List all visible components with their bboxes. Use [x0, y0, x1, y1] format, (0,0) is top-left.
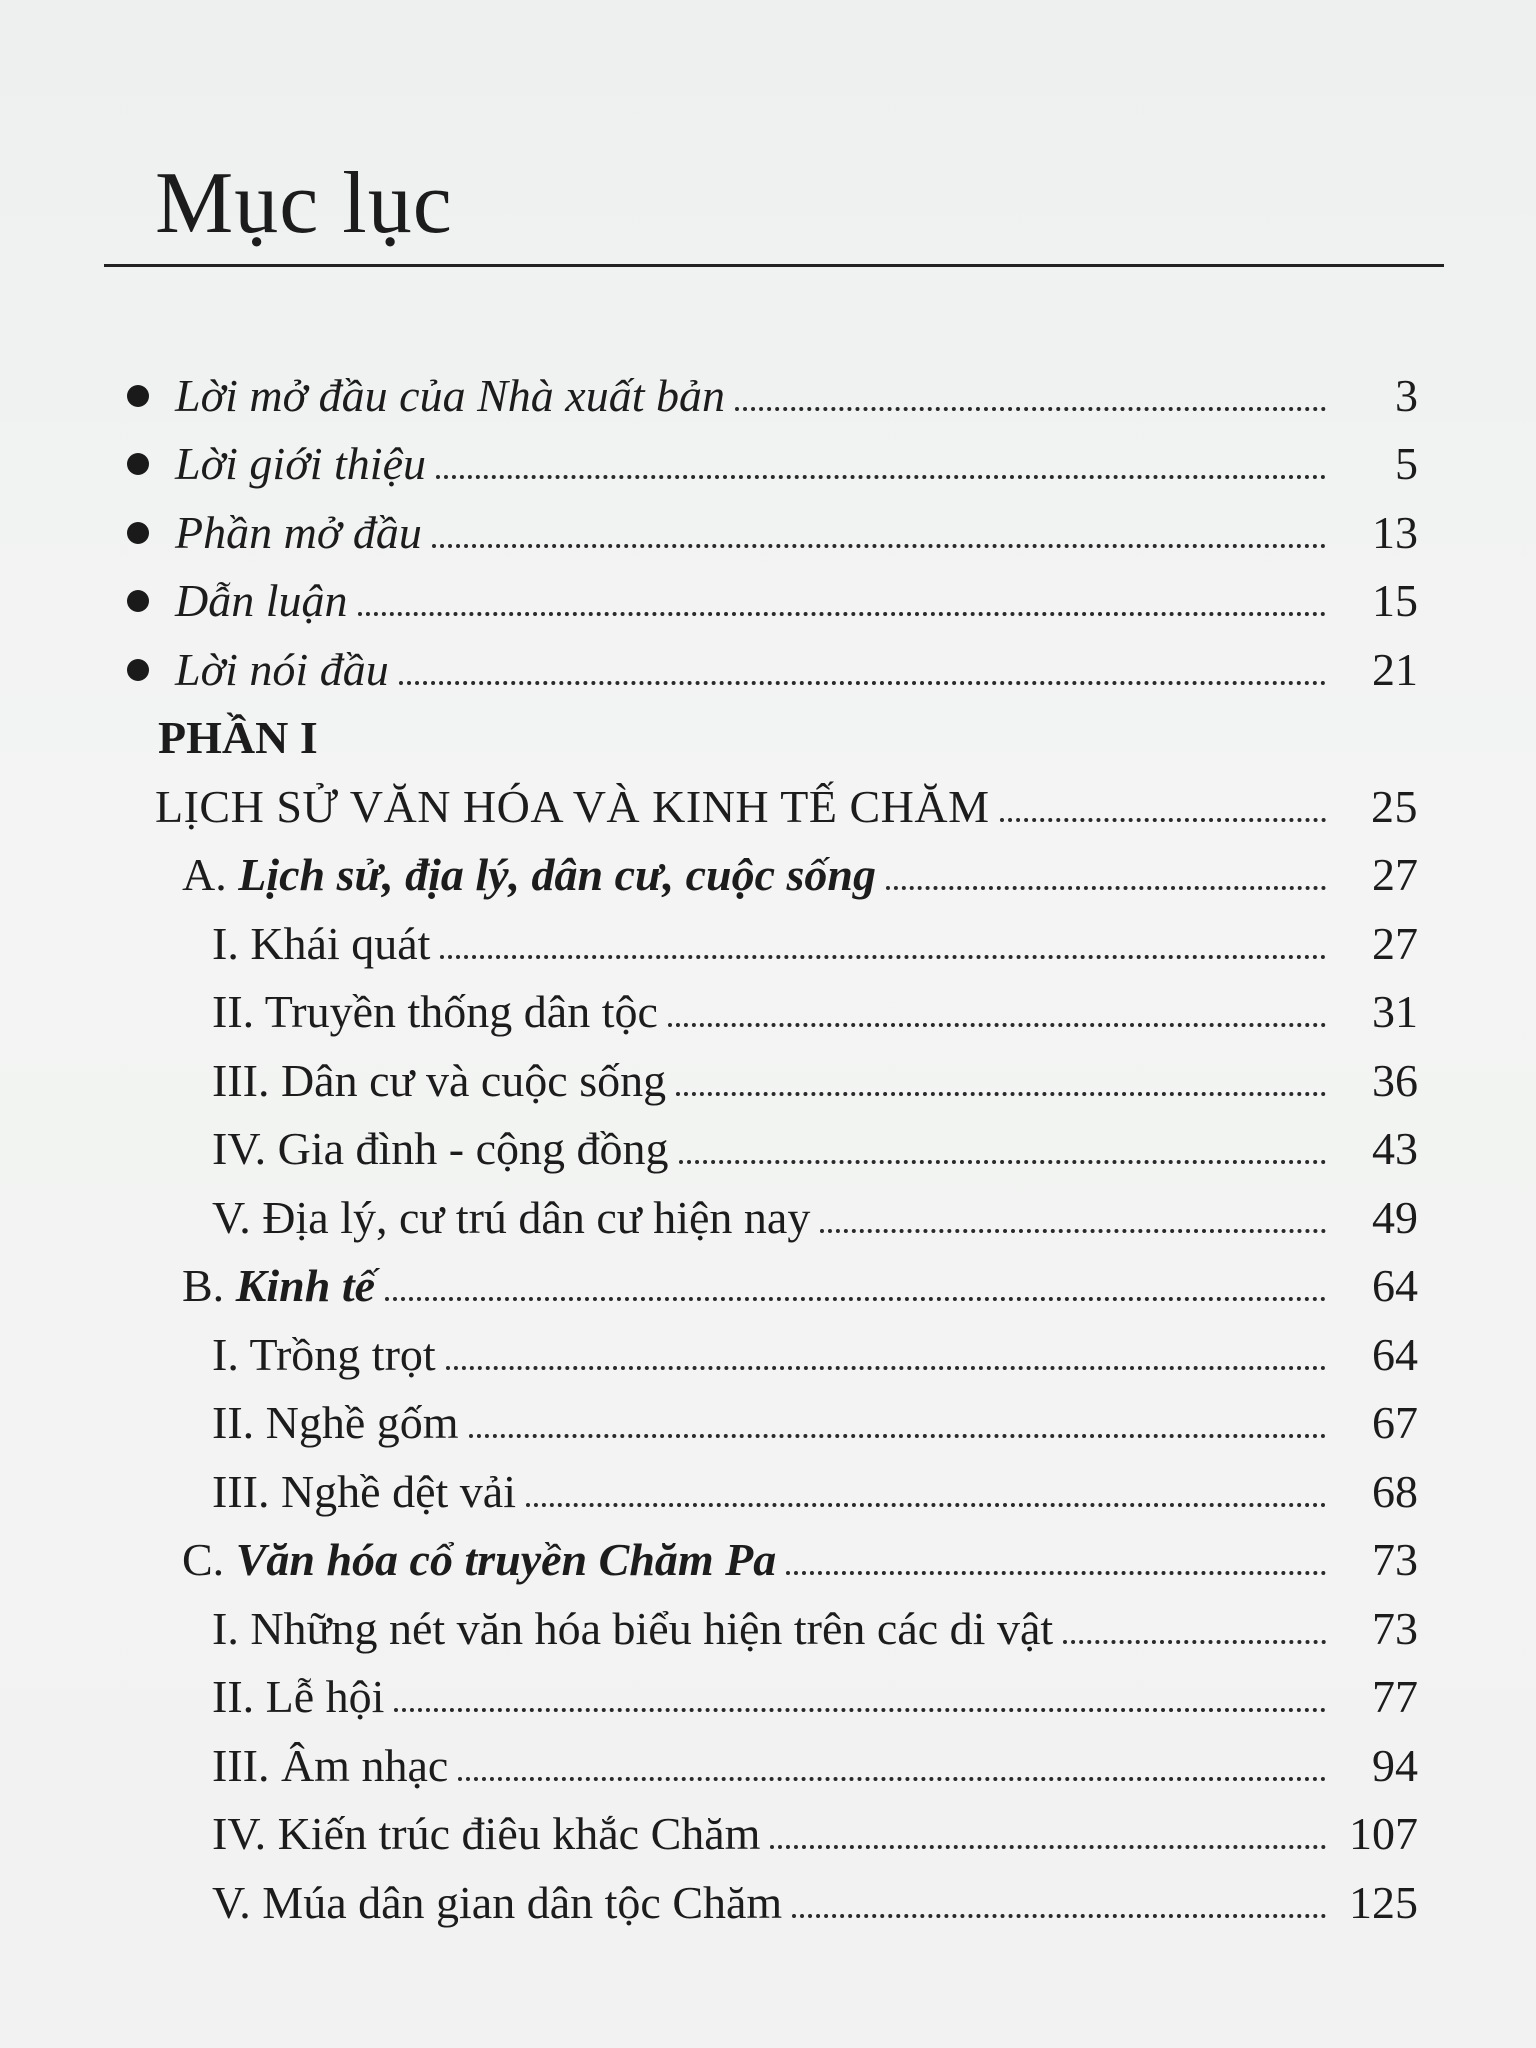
dot-leader: [526, 1503, 1326, 1507]
dot-leader: [735, 407, 1326, 411]
dot-leader: [786, 1571, 1326, 1575]
toc-page-number: 43: [1372, 1123, 1418, 1174]
dot-leader: [432, 544, 1326, 548]
toc-entry-sub[interactable]: [0, 977, 1536, 1046]
title-rule: [104, 264, 1444, 267]
toc-entry-label: I. Trồng trọt: [212, 1328, 436, 1380]
toc-entry-label: I. Khái quát: [212, 917, 431, 969]
dot-leader: [394, 1708, 1326, 1712]
table-of-contents: [0, 360, 1536, 1936]
toc-page-number: 77: [1372, 1671, 1418, 1722]
toc-page-number: 73: [1372, 1534, 1418, 1585]
section-title: Lịch sử, địa lý, dân cư, cuộc sống: [238, 849, 877, 900]
toc-entry-label: IV. Gia đình - cộng đồng: [212, 1123, 669, 1174]
bullet-icon: [127, 453, 149, 475]
toc-entry-sub[interactable]: [0, 1114, 1536, 1183]
toc-entry-sub[interactable]: [0, 1593, 1536, 1662]
dot-leader: [770, 1845, 1326, 1849]
section-title: Văn hóa cổ truyền Chăm Pa: [235, 1534, 777, 1585]
toc-entry-label: V. Múa dân gian dân tộc Chăm: [212, 1876, 783, 1928]
toc-entry-label: [182, 1534, 786, 1585]
dot-leader: [886, 886, 1326, 890]
toc-entry-front[interactable]: [0, 360, 1536, 429]
toc-page-number: 67: [1372, 1397, 1418, 1448]
dot-leader: [1063, 1640, 1326, 1644]
toc-entry-sub[interactable]: [0, 1867, 1536, 1936]
toc-entry-sub[interactable]: [0, 1662, 1536, 1731]
toc-entry-sub[interactable]: [0, 1730, 1536, 1799]
bullet-icon: [127, 522, 149, 544]
dot-leader: [676, 1092, 1326, 1096]
toc-entry-sub[interactable]: [0, 1388, 1536, 1457]
toc-page-number: 94: [1372, 1739, 1418, 1791]
dot-leader: [440, 955, 1326, 959]
toc-entry-label: II. Lễ hội: [212, 1671, 385, 1722]
toc-page-number: 31: [1372, 986, 1418, 1037]
dot-leader: [358, 612, 1327, 616]
toc-page-number: 27: [1372, 917, 1418, 969]
bullet-icon: [127, 590, 149, 612]
toc-entry-sub[interactable]: [0, 1319, 1536, 1388]
toc-entry-label: Phần mở đầu: [175, 506, 422, 558]
bullet-icon: [127, 659, 149, 681]
toc-page-number: 25: [1371, 780, 1418, 832]
toc-entry-section[interactable]: [0, 1525, 1536, 1594]
page-title: Mục lục: [155, 155, 453, 252]
toc-entry-label: [182, 849, 886, 900]
toc-entry-label: V. Địa lý, cư trú dân cư hiện nay: [212, 1191, 811, 1243]
toc-page-number: 49: [1372, 1191, 1418, 1243]
toc-page-number: 73: [1372, 1602, 1418, 1654]
dot-leader: [679, 1160, 1326, 1164]
section-prefix: C.: [182, 1534, 236, 1585]
dot-leader: [458, 1777, 1326, 1781]
toc-entry-label: II. Nghề gốm: [212, 1397, 459, 1448]
toc-page-number: 27: [1372, 849, 1418, 900]
toc-page-number: 5: [1395, 438, 1418, 489]
bullet-icon: [127, 385, 149, 407]
toc-page-number: 3: [1395, 369, 1418, 421]
toc-entry-label: Lời giới thiệu: [175, 438, 427, 489]
toc-entry-label: [182, 1260, 385, 1311]
toc-entry-label: LỊCH SỬ VĂN HÓA VÀ KINH TẾ CHĂM: [155, 780, 990, 832]
toc-page-number: 64: [1372, 1260, 1418, 1311]
toc-entry-label: II. Truyền thống dân tộc: [212, 986, 658, 1037]
toc-entry-sub[interactable]: [0, 908, 1536, 977]
dot-leader: [792, 1914, 1326, 1918]
toc-entry-label: III. Nghề dệt vải: [212, 1465, 516, 1517]
part-heading-label: PHẦN I: [158, 712, 318, 763]
part-heading: [0, 703, 1536, 772]
toc-entry-label: IV. Kiến trúc điêu khắc Chăm: [212, 1808, 761, 1859]
toc-entry-sub[interactable]: [0, 1182, 1536, 1251]
toc-entry-sub[interactable]: [0, 1456, 1536, 1525]
toc-page-number: 15: [1372, 575, 1418, 626]
toc-entry-part[interactable]: [0, 771, 1536, 840]
toc-entry-label: III. Âm nhạc: [212, 1739, 449, 1791]
toc-page-number: 13: [1372, 506, 1418, 558]
toc-page-number: 36: [1372, 1054, 1418, 1106]
toc-page-number: 68: [1372, 1465, 1418, 1517]
dot-leader: [820, 1229, 1326, 1233]
toc-entry-sub[interactable]: [0, 1799, 1536, 1868]
dot-leader: [385, 1297, 1326, 1301]
toc-entry-label: Dẫn luận: [175, 575, 348, 626]
dot-leader: [1000, 818, 1326, 822]
dot-leader: [436, 475, 1326, 479]
toc-entry-front[interactable]: [0, 566, 1536, 635]
toc-entry-sub[interactable]: [0, 1045, 1536, 1114]
toc-entry-front[interactable]: [0, 634, 1536, 703]
toc-page-number: 107: [1349, 1808, 1418, 1859]
toc-entry-label: Lời mở đầu của Nhà xuất bản: [175, 369, 725, 421]
toc-entry-section[interactable]: [0, 840, 1536, 909]
toc-entry-label: I. Những nét văn hóa biểu hiện trên các di vật: [212, 1602, 1054, 1654]
toc-entry-label: Lời nói đầu: [175, 643, 389, 695]
toc-entry-label: III. Dân cư và cuộc sống: [212, 1054, 667, 1106]
toc-entry-section[interactable]: [0, 1251, 1536, 1320]
dot-leader: [469, 1434, 1326, 1438]
dot-leader: [668, 1023, 1326, 1027]
dot-leader: [446, 1366, 1326, 1370]
section-prefix: B.: [182, 1260, 236, 1311]
dot-leader: [399, 681, 1326, 685]
section-title: Kinh tế: [235, 1260, 376, 1311]
toc-page-number: 64: [1372, 1328, 1418, 1380]
toc-entry-front[interactable]: [0, 429, 1536, 498]
section-prefix: A.: [182, 849, 239, 900]
toc-page-number: 125: [1349, 1876, 1418, 1928]
toc-entry-front[interactable]: [0, 497, 1536, 566]
toc-page-number: 21: [1372, 643, 1418, 695]
